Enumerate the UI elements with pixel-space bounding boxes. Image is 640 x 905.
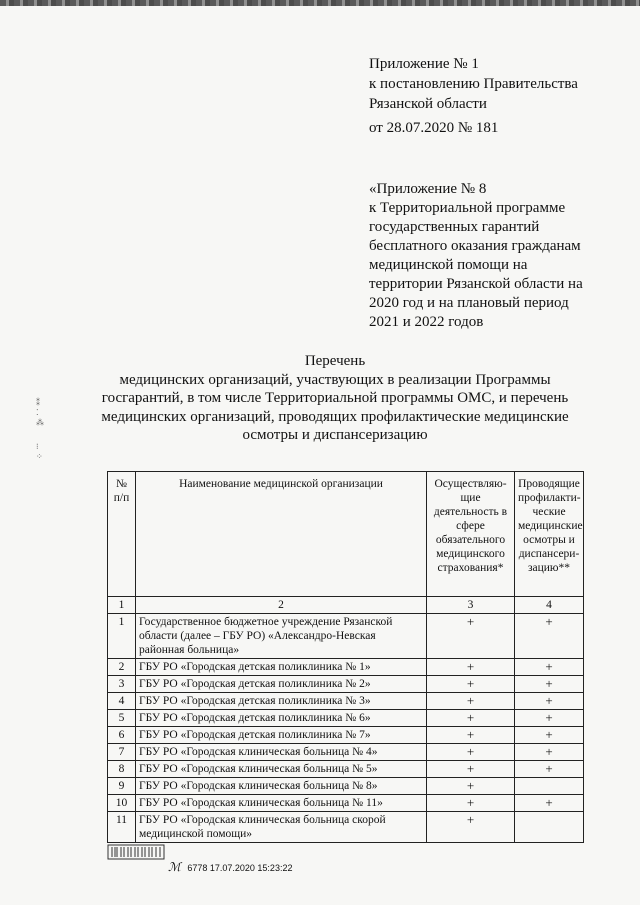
appendix-line: 2020 год и на плановый период (369, 295, 569, 311)
title-line: медицинских организаций, проводящих профилактические медицинские (101, 408, 569, 425)
oms-mark: + (427, 676, 515, 693)
table-row (108, 659, 584, 676)
oms-mark: + (427, 761, 515, 778)
oms-mark: + (427, 778, 515, 795)
organization-name: ГБУ РО «Городская детская поликлиника № 6» (136, 710, 427, 727)
organization-name: ГБУ РО «Городская детская поликлиника № 7» (136, 727, 427, 744)
oms-mark: + (427, 710, 515, 727)
organization-name: ГБУ РО «Городская клиническая больница № 4» (136, 744, 427, 761)
oms-mark: + (427, 614, 515, 659)
table-row (108, 676, 584, 693)
organization-name: ГБУ РО «Городская клиническая больница № 11» (136, 795, 427, 812)
oms-mark: + (427, 812, 515, 843)
table-row (108, 710, 584, 727)
document-title (100, 352, 570, 445)
prof-mark: + (515, 795, 584, 812)
organization-name: ГБУ РО «Городская клиническая больница скорой медицинской помощи» (136, 812, 427, 843)
row-number: 1 (108, 614, 136, 659)
organizations-table (107, 471, 584, 843)
appendix-block (369, 180, 583, 332)
appendix-line: медицинской помощи на (369, 257, 528, 273)
organization-name: ГБУ РО «Городская детская поликлиника № 1» (136, 659, 427, 676)
appendix-line: «Приложение № 8 (369, 181, 487, 197)
prof-mark: + (515, 659, 584, 676)
header-name: Наименование медицинской организации (136, 472, 427, 597)
approval-line: Приложение № 1 (369, 56, 479, 72)
row-number: 6 (108, 727, 136, 744)
prof-mark: + (515, 761, 584, 778)
prof-mark (515, 812, 584, 843)
organization-name: ГБУ РО «Городская клиническая больница № 8» (136, 778, 427, 795)
prof-mark: + (515, 727, 584, 744)
column-number-row (108, 597, 584, 614)
prof-mark: + (515, 693, 584, 710)
prof-mark: + (515, 614, 584, 659)
table-row (108, 812, 584, 843)
prof-mark (515, 778, 584, 795)
header-prof: Проводящие профилакти-ческие медицинские осмотры и диспансери-зацию** (515, 472, 584, 597)
row-number: 8 (108, 761, 136, 778)
organization-name: Государственное бюджетное учреждение Рязанской области (далее – ГБУ РО) «Александро-Невская районная больница» (136, 614, 427, 659)
col-number: 3 (427, 597, 515, 614)
table-header-row (108, 472, 584, 597)
table-row (108, 614, 584, 659)
approval-line: Рязанской области (369, 96, 487, 112)
approval-date: от 28.07.2020 № 181 (369, 120, 499, 136)
organization-name: ГБУ РО «Городская детская поликлиника № 3» (136, 693, 427, 710)
organization-name: ГБУ РО «Городская клиническая больница № 5» (136, 761, 427, 778)
appendix-line: территории Рязанской области на (369, 276, 583, 292)
appendix-line: государственных гарантий (369, 219, 540, 235)
signature-mark: ℳ (168, 860, 181, 874)
header-oms: Осуществляю-щие деятельность в сфере обязательного медицинского страхования* (427, 472, 515, 597)
row-number: 3 (108, 676, 136, 693)
prof-mark: + (515, 676, 584, 693)
scan-top-edge (0, 0, 640, 6)
row-number: 7 (108, 744, 136, 761)
row-number: 2 (108, 659, 136, 676)
table-row (108, 761, 584, 778)
registration-stamp: 6778 17.07.2020 15:23:22 (187, 863, 293, 873)
row-number: 10 (108, 795, 136, 812)
oms-mark: + (427, 727, 515, 744)
col-number: 2 (136, 597, 427, 614)
oms-mark: + (427, 744, 515, 761)
table-row (108, 744, 584, 761)
table-row (108, 727, 584, 744)
title-line: осмотры и диспансеризацию (242, 427, 428, 443)
row-number: 11 (108, 812, 136, 843)
approval-line: к постановлению Правительства (369, 76, 578, 92)
row-number: 5 (108, 710, 136, 727)
registration-footer (168, 860, 292, 875)
col-number: 1 (108, 597, 136, 614)
organization-name: ГБУ РО «Городская детская поликлиника № 2» (136, 676, 427, 693)
barcode-stamp-icon (107, 843, 165, 861)
oms-mark: + (427, 795, 515, 812)
row-number: 9 (108, 778, 136, 795)
approval-block (369, 54, 578, 138)
table-row (108, 693, 584, 710)
prof-mark: + (515, 744, 584, 761)
oms-mark: + (427, 659, 515, 676)
prof-mark: + (515, 710, 584, 727)
margin-marks: ⁑ ⁚ ⁂ ⁝ ⁘ (36, 398, 44, 461)
oms-mark: + (427, 693, 515, 710)
table-row (108, 795, 584, 812)
header-num: № п/п (108, 472, 136, 597)
appendix-line: бесплатного оказания гражданам (369, 238, 581, 254)
title-heading: Перечень (304, 353, 366, 369)
appendix-line: 2021 и 2022 годов (369, 314, 484, 330)
title-line: госгарантий, в том числе Территориальной программы ОМС, и перечень (101, 390, 569, 406)
col-number: 4 (515, 597, 584, 614)
row-number: 4 (108, 693, 136, 710)
appendix-line: к Территориальной программе (369, 200, 566, 216)
title-line: медицинских организаций, участвующих в реализации Программы (119, 371, 551, 388)
table-row (108, 778, 584, 795)
